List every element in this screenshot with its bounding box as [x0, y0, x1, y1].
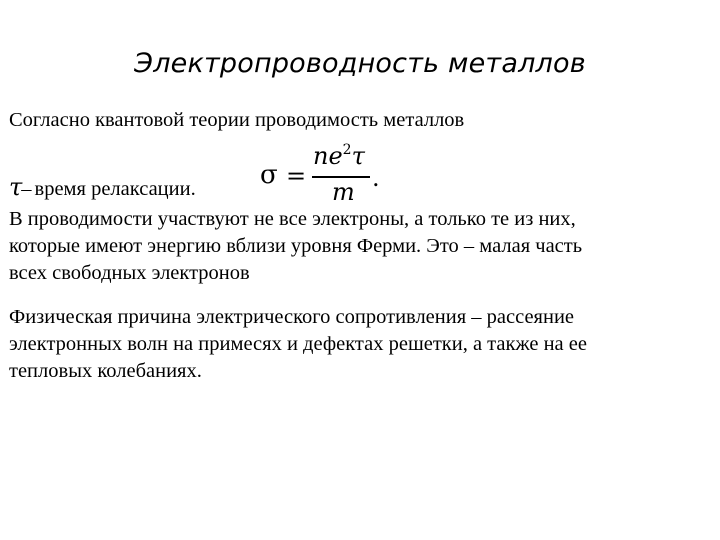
paragraph-line: электронных волн на примесях и дефектах решетки, а также на ее	[9, 333, 587, 355]
tau-text: время релаксации.	[34, 178, 196, 200]
numerator-tau: τ	[351, 142, 365, 170]
intro-line: Согласно квантовой теории проводимость металлов	[9, 109, 465, 131]
paragraph-line: тепловых колебаниях.	[9, 360, 202, 382]
paragraph-line: всех свободных электронов	[9, 262, 250, 284]
paragraph-line: которые имеют энергию вблизи уровня Ферми. Это – малая часть	[9, 235, 583, 257]
tau-dash: –	[21, 178, 32, 200]
slide-title: Электропроводность металлов	[134, 48, 586, 79]
tau-symbol: τ	[9, 173, 23, 201]
tau-definition	[9, 174, 196, 203]
conductivity-formula	[260, 142, 390, 206]
paragraph-line: В проводимости участвуют не все электроны, а только те из них,	[9, 208, 576, 230]
numerator-exponent: 2	[342, 142, 352, 158]
paragraph-line: Физическая причина электрического сопротивления – рассеяние	[9, 306, 575, 328]
formula-equals: =	[286, 162, 307, 190]
formula-sigma: σ	[260, 160, 278, 190]
formula-numerator	[313, 142, 365, 170]
paragraph-fermi	[9, 206, 582, 287]
paragraph-resistance	[9, 304, 587, 385]
numerator-ne: ne	[313, 142, 343, 170]
formula-denominator: m	[332, 178, 355, 206]
formula-period: .	[372, 164, 380, 192]
